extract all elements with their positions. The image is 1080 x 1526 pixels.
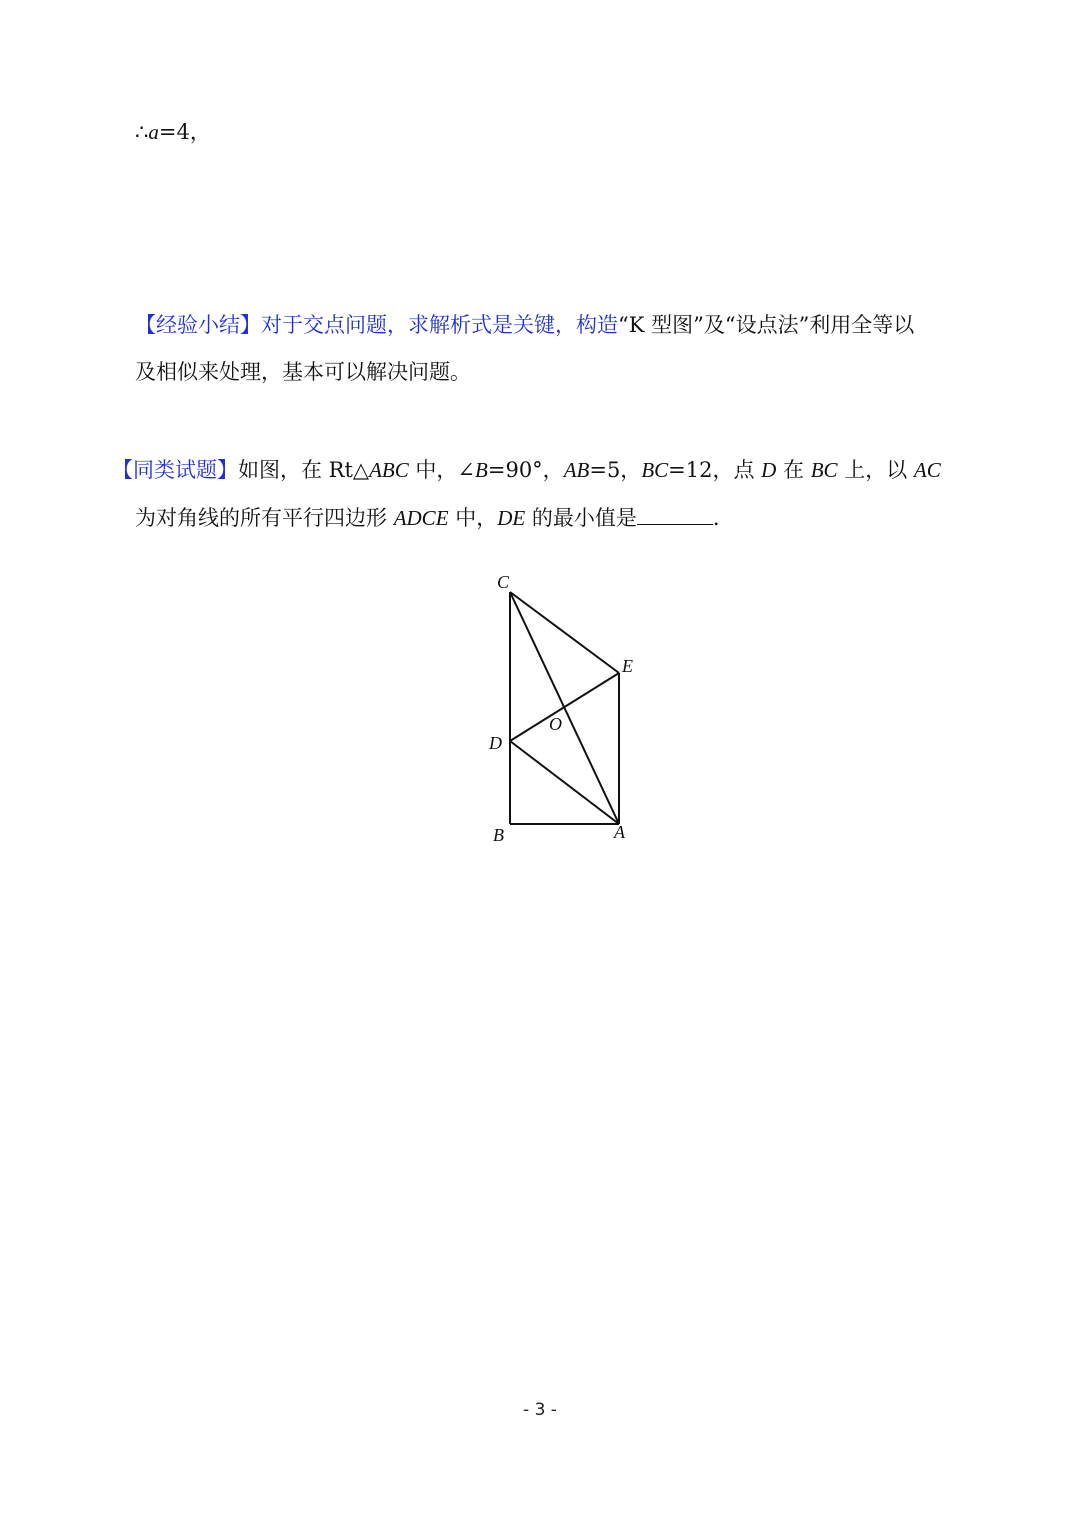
problem-text: 上，以 xyxy=(837,458,914,482)
summary-line-2: 及相似来处理，基本可以解决问题。 xyxy=(135,360,471,384)
problem-text: 如图，在 Rt△ xyxy=(238,458,370,482)
variable-a: a xyxy=(148,120,159,144)
problem-text: 中，∠ xyxy=(408,458,476,482)
equation-rest: =4， xyxy=(158,120,211,144)
problem-text: =90°， xyxy=(487,458,564,482)
label-d: D xyxy=(489,733,502,753)
problem-text: 在 xyxy=(776,458,811,482)
label-a: A xyxy=(614,822,625,842)
summary-tag: 【经验小结】 xyxy=(135,313,261,337)
problem-text: 中， xyxy=(448,506,498,530)
segment-ce xyxy=(510,592,619,673)
problem-line-1 xyxy=(112,455,941,485)
problem-text: . xyxy=(712,506,720,530)
label-e: E xyxy=(622,656,633,676)
geometry-figure xyxy=(470,565,660,850)
summary-text-blue: 对于交点问题，求解析式是关键，构造 xyxy=(261,313,618,337)
problem-text: =12，点 xyxy=(668,458,762,482)
var-bc: BC xyxy=(810,458,838,482)
var-ab: AB xyxy=(563,458,590,482)
problem-text: =5， xyxy=(589,458,642,482)
summary-line-1 xyxy=(135,310,914,340)
var-d: D xyxy=(761,458,777,482)
solution-line xyxy=(135,117,211,147)
summary-text-black: “K 型图”及“设点法”利用全等以 xyxy=(618,313,915,337)
page-number: - 3 - xyxy=(523,1400,557,1420)
var-de: DE xyxy=(497,506,526,530)
label-c: C xyxy=(497,572,510,592)
problem-tag: 【同类试题】 xyxy=(112,458,238,482)
therefore-symbol: ∴ xyxy=(135,120,149,144)
var-abc: ABC xyxy=(369,458,409,482)
var-b: B xyxy=(475,458,488,482)
label-b: B xyxy=(493,825,504,845)
problem-line-2 xyxy=(135,503,720,533)
problem-text: 为对角线的所有平行四边形 xyxy=(135,506,394,530)
problem-text: 的最小值是 xyxy=(525,506,637,530)
segment-da xyxy=(510,741,619,824)
segment-de xyxy=(510,673,619,741)
label-o: O xyxy=(549,714,562,734)
var-ac: AC xyxy=(913,458,941,482)
var-bc: BC xyxy=(641,458,669,482)
answer-blank xyxy=(637,506,713,525)
var-adce: ADCE xyxy=(393,506,449,530)
